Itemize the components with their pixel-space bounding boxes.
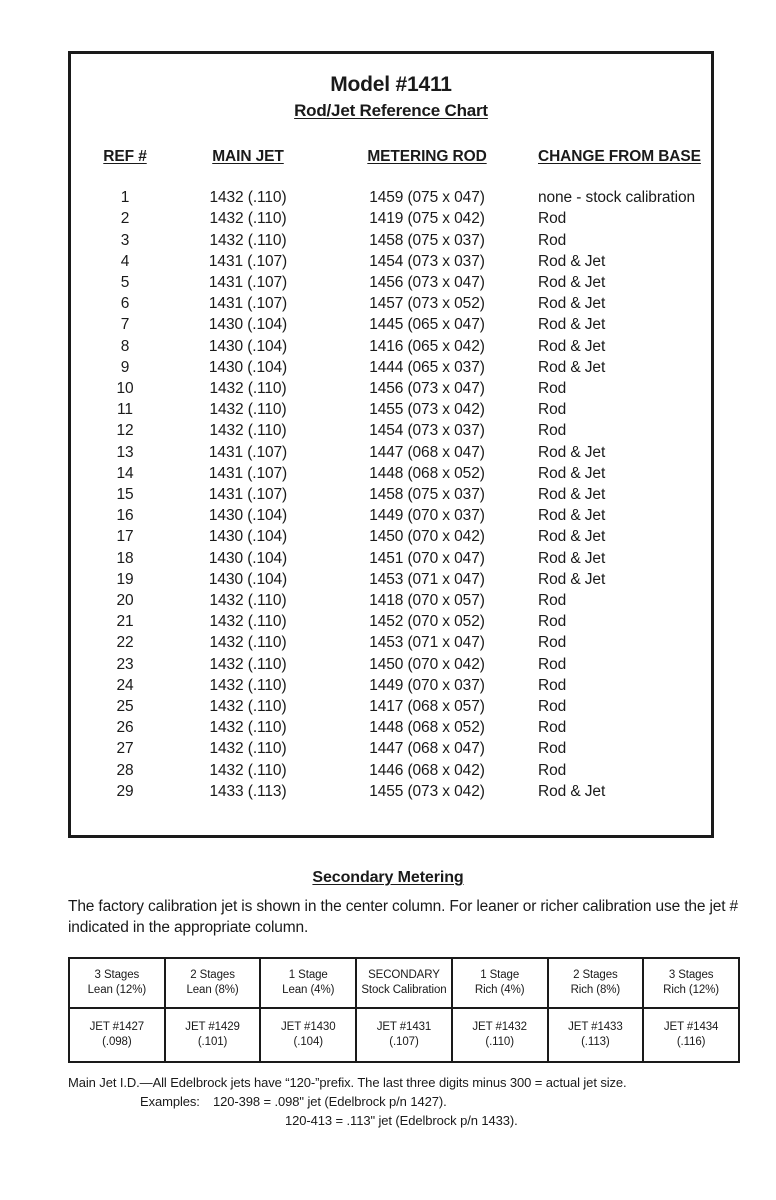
table-row [71, 654, 711, 675]
cell-metering-rod: 1453 (071 x 047) [369, 570, 485, 588]
jet-stage-header-line1: 3 Stages [668, 969, 714, 981]
cell-ref: 21 [116, 613, 134, 631]
cell-ref: 20 [116, 592, 134, 609]
cell-main-jet: 1430 (.104) [208, 358, 288, 376]
table-row [71, 526, 711, 547]
cell-change: Rod [538, 379, 567, 397]
cell-metering-rod: 1455 (073 x 042) [369, 401, 485, 419]
jet-number: JET #1433 [568, 1021, 623, 1033]
cell-change: Rod [538, 634, 567, 652]
cell-change: Rod & Jet [538, 337, 606, 355]
cell-ref: 3 [120, 231, 130, 249]
cell-ref: 25 [116, 698, 134, 716]
column-header-change-from-base: CHANGE FROM BASE [538, 148, 701, 166]
jet-number: JET #1430 [281, 1021, 336, 1033]
jet-stage-header-line2: Lean (12%) [87, 984, 147, 996]
cell-ref: 22 [116, 634, 134, 652]
jet-stage-header-line1: SECONDARY [368, 969, 440, 981]
jet-stage-header-line1: 1 Stage [288, 969, 328, 981]
jet-stage-header-line1: 2 Stages [573, 969, 618, 981]
cell-change: Rod & Jet [538, 358, 606, 376]
cell-ref: 17 [116, 528, 134, 546]
jet-stage-header-line2: Rich (8%) [570, 984, 621, 996]
cell-ref: 26 [116, 719, 134, 737]
cell-metering-rod: 1450 (070 x 042) [369, 655, 485, 673]
cell-metering-rod: 1453 (071 x 047) [369, 634, 485, 652]
table-row [71, 420, 711, 441]
column-header-ref: REF # [103, 148, 147, 166]
cell-ref: 8 [120, 337, 130, 355]
jet-stage-header-line2: Rich (12%) [663, 984, 720, 996]
cell-metering-rod: 1418 (070 x 057) [369, 592, 485, 609]
cell-change: none - stock calibration [538, 189, 695, 207]
cell-ref: 11 [117, 401, 133, 419]
cell-ref: 12 [116, 422, 134, 440]
page-subtitle: Rod/Jet Reference Chart [294, 101, 488, 121]
secondary-jet-stages-table [68, 957, 740, 1063]
cell-metering-rod: 1459 (075 x 047) [369, 189, 485, 207]
jet-stage-header-cell [165, 958, 261, 1008]
cell-change: Rod & Jet [538, 464, 606, 482]
cell-main-jet: 1432 (.110) [209, 401, 287, 419]
cell-main-jet: 1431 (.107) [208, 273, 288, 291]
cell-change: Rod [538, 613, 567, 631]
cell-ref: 24 [116, 676, 134, 694]
jet-stage-header-cell [260, 958, 356, 1008]
cell-change: Rod & Jet [538, 273, 606, 291]
cell-main-jet: 1431 (.107) [208, 295, 288, 313]
cell-ref: 18 [116, 549, 134, 567]
jet-table-header-row [69, 958, 739, 1008]
examples-label: Examples: [140, 1094, 200, 1109]
cell-main-jet: 1432 (.110) [209, 422, 287, 440]
cell-main-jet: 1432 (.110) [209, 613, 287, 631]
cell-main-jet: 1431 (.107) [208, 443, 288, 461]
table-row [71, 548, 711, 569]
cell-metering-rod: 1457 (073 x 052) [369, 295, 485, 313]
table-row [71, 675, 711, 696]
cell-main-jet: 1431 (.107) [208, 252, 288, 270]
jet-stage-header-line2: Lean (8%) [186, 984, 239, 996]
cell-change: Rod & Jet [538, 252, 606, 270]
table-row [71, 187, 711, 208]
cell-change: Rod [538, 231, 567, 249]
cell-ref: 28 [116, 761, 134, 779]
cell-change: Rod & Jet [538, 443, 606, 461]
jet-number: JET #1431 [376, 1021, 432, 1033]
jet-stage-header-line1: 1 Stage [480, 969, 520, 981]
cell-main-jet: 1430 (.104) [208, 337, 288, 355]
cell-metering-rod: 1454 (073 x 037) [369, 422, 485, 440]
cell-metering-rod: 1458 (075 x 037) [369, 485, 485, 503]
jet-stage-value-cell [643, 1008, 739, 1062]
cell-change: Rod & Jet [538, 316, 606, 334]
cell-ref: 4 [120, 252, 130, 270]
table-row [71, 336, 711, 357]
cell-main-jet: 1432 (.110) [209, 719, 287, 737]
cell-main-jet: 1430 (.104) [208, 570, 288, 588]
jet-stage-value-cell [452, 1008, 548, 1062]
jet-table-value-row [69, 1008, 739, 1062]
table-row [71, 590, 711, 611]
jet-size: (.110) [485, 1036, 514, 1048]
jet-stage-value-cell [69, 1008, 165, 1062]
cell-main-jet: 1430 (.104) [208, 316, 288, 334]
cell-metering-rod: 1417 (068 x 057) [369, 698, 485, 716]
cell-ref: 2 [120, 210, 130, 228]
jet-stage-header-cell [356, 958, 452, 1008]
cell-ref: 1 [120, 189, 130, 207]
jet-size: (.101) [197, 1036, 228, 1048]
jet-size: (.098) [102, 1036, 132, 1048]
cell-change: Rod [538, 761, 567, 779]
table-row [71, 696, 711, 717]
jet-size: (.104) [293, 1036, 323, 1048]
jet-stage-value-cell [165, 1008, 261, 1062]
jet-stage-value-cell [260, 1008, 356, 1062]
jet-size: (.107) [389, 1036, 419, 1048]
jet-stage-value-cell [356, 1008, 452, 1062]
examples-line-1 [68, 1092, 758, 1111]
cell-metering-rod: 1447 (068 x 047) [369, 443, 485, 461]
cell-ref: 29 [116, 782, 134, 800]
table-row [71, 442, 711, 463]
title-block [71, 54, 711, 121]
cell-ref: 9 [120, 358, 130, 376]
cell-metering-rod: 1446 (068 x 042) [369, 761, 485, 779]
table-row [71, 611, 711, 632]
cell-main-jet: 1432 (.110) [209, 676, 287, 694]
cell-change: Rod & Jet [538, 507, 606, 525]
cell-ref: 15 [116, 485, 134, 503]
cell-metering-rod: 1444 (065 x 037) [369, 358, 485, 376]
cell-main-jet: 1430 (.104) [208, 549, 288, 567]
jet-stage-header-line1: 3 Stages [94, 969, 140, 981]
cell-metering-rod: 1451 (070 x 047) [369, 549, 485, 567]
jet-stage-header-line2: Lean (4%) [282, 984, 335, 996]
cell-metering-rod: 1447 (068 x 047) [369, 740, 485, 758]
column-header-main-jet: MAIN JET [212, 148, 284, 166]
cell-change: Rod [538, 401, 567, 419]
cell-metering-rod: 1455 (073 x 042) [369, 782, 485, 800]
cell-ref: 16 [116, 507, 134, 525]
cell-change: Rod & Jet [538, 570, 606, 588]
cell-ref: 19 [116, 570, 134, 588]
table-row [71, 357, 711, 378]
table-row [71, 781, 711, 802]
cell-main-jet: 1433 (.113) [209, 782, 287, 800]
cell-ref: 27 [116, 740, 134, 758]
table-row [71, 717, 711, 738]
table-row [71, 632, 711, 653]
cell-change: Rod [538, 740, 567, 758]
cell-change: Rod & Jet [538, 549, 606, 567]
examples-line-2 [68, 1111, 758, 1130]
jet-stage-header-cell [69, 958, 165, 1008]
jet-number: JET #1432 [472, 1021, 527, 1033]
cell-change: Rod & Jet [538, 485, 606, 503]
cell-change: Rod & Jet [538, 295, 606, 313]
cell-main-jet: 1431 (.107) [208, 464, 288, 482]
table-row [71, 760, 711, 781]
cell-main-jet: 1430 (.104) [208, 507, 288, 525]
table-row [71, 378, 711, 399]
cell-metering-rod: 1458 (075 x 037) [369, 231, 485, 249]
table-row [71, 569, 711, 590]
cell-metering-rod: 1456 (073 x 047) [369, 379, 485, 397]
cell-change: Rod [538, 210, 567, 228]
rod-jet-reference-chart-box [68, 51, 714, 838]
cell-ref: 14 [116, 464, 134, 482]
main-jet-id-note: Main Jet I.D.—All Edelbrock jets have “120-”prefix. The last three digits minus 300 = actual jet size. [68, 1075, 627, 1090]
cell-metering-rod: 1448 (068 x 052) [369, 719, 485, 737]
cell-metering-rod: 1445 (065 x 047) [369, 316, 485, 334]
jet-stage-header-line2: Stock Calibration [361, 984, 447, 996]
cell-change: Rod & Jet [538, 782, 606, 800]
jet-stage-header-cell [548, 958, 644, 1008]
table-row [71, 230, 711, 251]
cell-change: Rod [538, 422, 567, 440]
cell-metering-rod: 1456 (073 x 047) [369, 273, 485, 291]
cell-main-jet: 1432 (.110) [209, 379, 287, 397]
cell-change: Rod & Jet [538, 528, 606, 546]
cell-ref: 6 [120, 295, 130, 313]
cell-main-jet: 1432 (.110) [209, 231, 287, 249]
secondary-metering-heading: Secondary Metering [312, 869, 464, 886]
jet-stage-header-cell [452, 958, 548, 1008]
jet-number: JET #1427 [89, 1021, 145, 1033]
cell-ref: 10 [116, 379, 134, 397]
jet-stage-header-line2: Rich (4%) [474, 984, 525, 996]
cell-metering-rod: 1449 (070 x 037) [369, 507, 485, 525]
table-row [71, 484, 711, 505]
table-row [71, 272, 711, 293]
cell-main-jet: 1431 (.107) [208, 485, 288, 503]
cell-change: Rod [538, 592, 567, 609]
cell-change: Rod [538, 698, 567, 716]
jet-stage-header-line1: 2 Stages [190, 969, 235, 981]
secondary-metering-description: The factory calibration jet is shown in the center column. For leaner or richer calibration use the jet # indicated in the appropriate column. [68, 898, 739, 936]
table-row [71, 505, 711, 526]
column-header-metering-rod: METERING ROD [367, 148, 487, 166]
reference-table-body [71, 187, 711, 802]
table-row [71, 399, 711, 420]
cell-main-jet: 1430 (.104) [208, 528, 288, 546]
jet-number: JET #1434 [663, 1021, 719, 1033]
jet-size: (.113) [581, 1036, 610, 1048]
cell-change: Rod [538, 719, 567, 737]
table-row [71, 314, 711, 335]
cell-metering-rod: 1416 (065 x 042) [369, 337, 485, 355]
cell-change: Rod [538, 676, 567, 694]
cell-main-jet: 1432 (.110) [209, 698, 287, 716]
cell-metering-rod: 1448 (068 x 052) [369, 464, 485, 482]
jet-stage-header-cell [643, 958, 739, 1008]
cell-main-jet: 1432 (.110) [209, 210, 287, 228]
jet-size: (.116) [676, 1036, 706, 1048]
page-title: Model #1411 [330, 73, 452, 96]
cell-main-jet: 1432 (.110) [209, 655, 287, 673]
table-row [71, 293, 711, 314]
jet-stage-value-cell [548, 1008, 644, 1062]
cell-ref: 13 [116, 443, 134, 461]
cell-metering-rod: 1419 (075 x 042) [369, 210, 485, 228]
example-text-2: 120-413 = .113" jet (Edelbrock p/n 1433). [285, 1113, 518, 1128]
cell-main-jet: 1432 (.110) [209, 634, 287, 652]
table-row [71, 738, 711, 759]
cell-ref: 7 [120, 316, 130, 334]
table-row [71, 251, 711, 272]
jet-number: JET #1429 [185, 1021, 240, 1033]
cell-ref: 5 [120, 273, 130, 291]
table-column-headers [71, 148, 711, 166]
table-row [71, 208, 711, 229]
cell-ref: 23 [116, 655, 134, 673]
cell-metering-rod: 1452 (070 x 052) [369, 613, 485, 631]
cell-main-jet: 1432 (.110) [209, 592, 287, 609]
cell-change: Rod [538, 655, 567, 673]
example-text-1: 120-398 = .098" jet (Edelbrock p/n 1427). [213, 1094, 447, 1109]
table-row [71, 463, 711, 484]
footer-notes [68, 1073, 758, 1130]
cell-main-jet: 1432 (.110) [209, 189, 287, 207]
cell-metering-rod: 1449 (070 x 037) [369, 676, 485, 694]
cell-main-jet: 1432 (.110) [209, 740, 287, 758]
cell-metering-rod: 1450 (070 x 042) [369, 528, 485, 546]
cell-metering-rod: 1454 (073 x 037) [369, 252, 485, 270]
cell-main-jet: 1432 (.110) [209, 761, 287, 779]
